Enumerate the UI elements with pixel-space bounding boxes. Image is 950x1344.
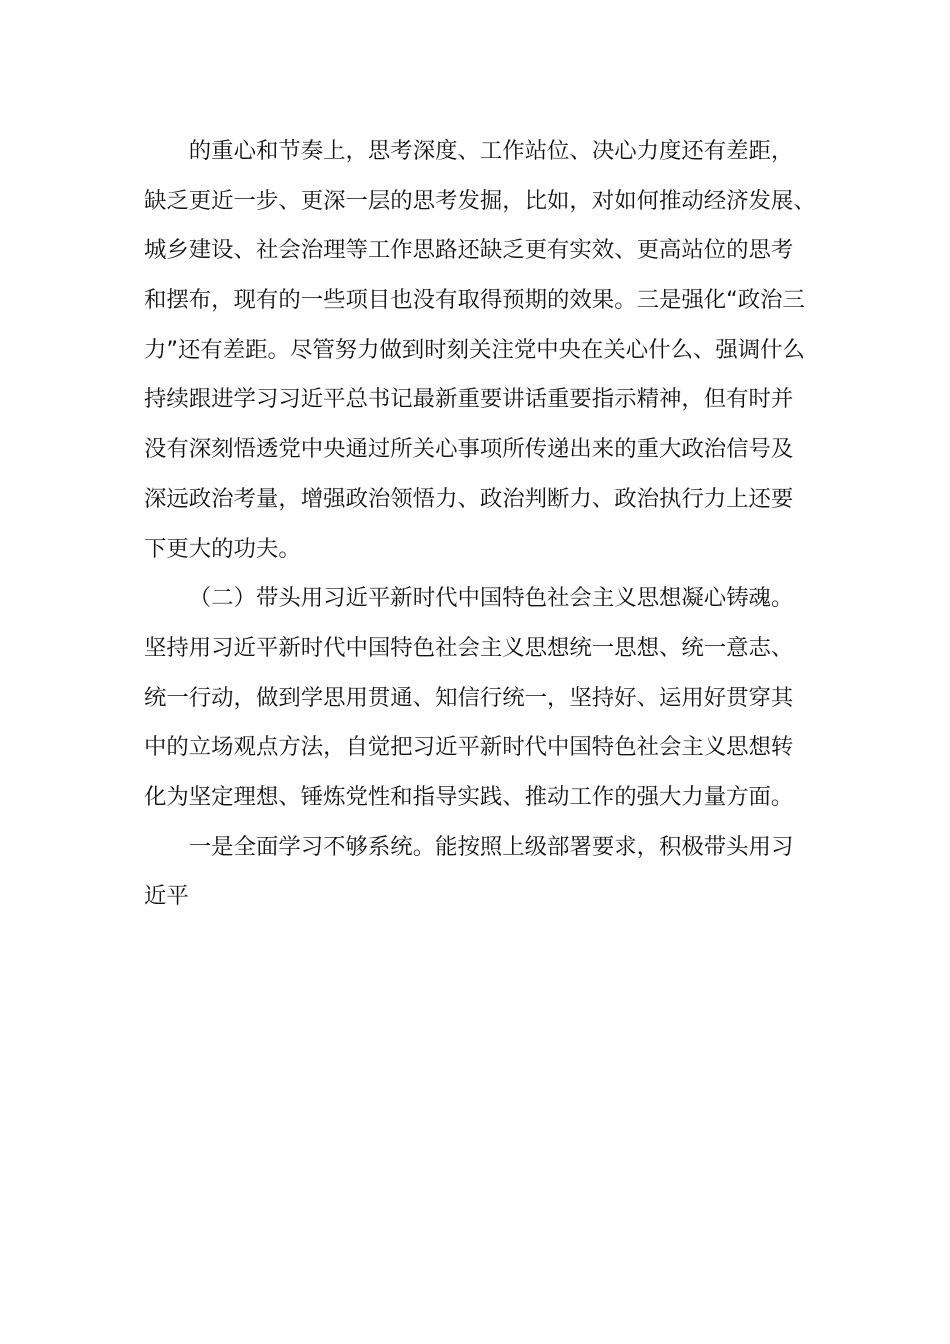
text-line: 近平 <box>144 883 189 910</box>
section-heading: （二）带头用习近平新时代中国特色社会主义思想凝心铸魂。 <box>188 585 794 612</box>
text-line: 和摆布，现有的一些项目也没有取得预期的效果。三是强化“政治三 <box>144 287 805 314</box>
text-line: 中的立场观点方法，自觉把习近平新时代中国特色社会主义思想转 <box>144 734 794 761</box>
text-line: 没有深刻悟透党中央通过所关心事项所传递出来的重大政治信号及 <box>144 436 794 463</box>
text-line: 统一行动，做到学思用贯通、知信行统一，坚持好、运用好贯穿其 <box>144 684 794 711</box>
text-line: 力”还有差距。尽管努力做到时刻关注党中央在关心什么、强调什么 <box>144 336 805 363</box>
text-line: 城乡建设、社会治理等工作思路还缺乏更有实效、更高站位的思考 <box>144 237 794 264</box>
text-line: 的重心和节奏上，思考深度、工作站位、决心力度还有差距， <box>188 138 794 164</box>
text-line: 下更大的功夫。 <box>144 535 301 562</box>
body-text <box>144 127 816 922</box>
text-line: 坚持用习近平新时代中国特色社会主义思想统一思想、统一意志、 <box>144 634 794 661</box>
text-line: 一是全面学习不够系统。能按照上级部署要求，积极带头用习 <box>188 833 794 860</box>
text-line: 缺乏更近一步、更深一层的思考发掘，比如，对如何推动经济发展、 <box>144 187 816 214</box>
text-line: 持续跟进学习习近平总书记最新重要讲话重要指示精神，但有时并 <box>144 386 794 413</box>
text-line: 化为坚定理想、锤炼党性和指导实践、推动工作的强大力量方面。 <box>144 783 794 810</box>
text-line: 深远政治考量，增强政治领悟力、政治判断力、政治执行力上还要 <box>144 485 794 512</box>
